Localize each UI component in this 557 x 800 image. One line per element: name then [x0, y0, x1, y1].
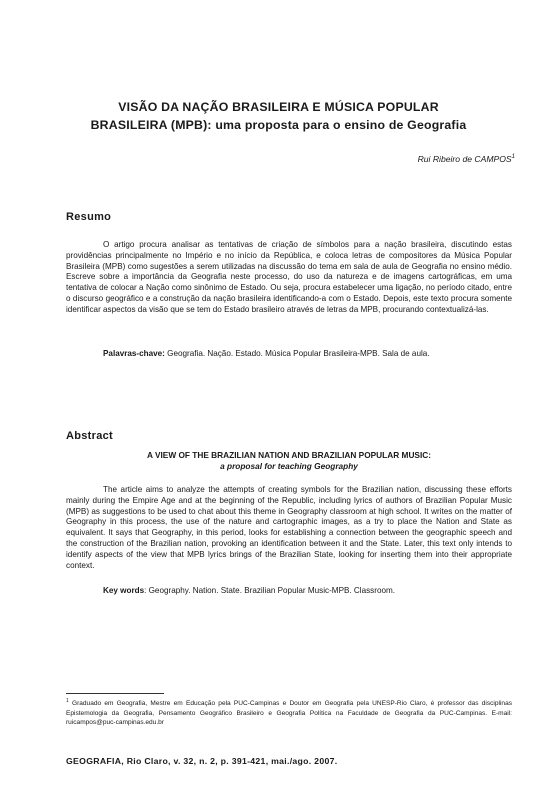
abstract-title-line2: a proposal for teaching Geography — [220, 461, 358, 471]
footnote-mark: 1 — [66, 698, 69, 704]
author-name — [418, 154, 515, 164]
abstract-keywords — [66, 586, 512, 597]
abstract-title-line1: A VIEW OF THE BRAZILIAN NATION AND BRAZILIAN POPULAR MUSIC: — [146, 450, 432, 460]
resumo-keywords-label: Palavras-chave: — [103, 349, 165, 358]
resumo-keywords-text: Geografia. Nação. Estado. Música Popular Brasileira-MPB. Sala de aula. — [167, 349, 430, 358]
resumo-keywords — [66, 349, 512, 360]
author-name-text: Rui Ribeiro de CAMPOS — [417, 154, 512, 164]
resumo-heading: Resumo — [66, 211, 112, 223]
journal-citation: GEOGRAFIA, Rio Claro, v. 32, n. 2, p. 391-421, mai./ago. 2007. — [66, 756, 338, 766]
footnote — [66, 697, 512, 728]
article-title — [40, 98, 517, 134]
abstract-keywords-text: : Geography. Nation. State. Brazilian Popular Music-MPB. Classroom. — [144, 586, 396, 595]
resumo-body: O artigo procura analisar as tentativas de criação de símbolos para a nação brasileira, discutindo estas providências principalmente no Império e no início da República, e coloca letras de compositores da Música Popular Brasileira (MPB) como sugestões a serem utilizadas na discussão do tema em sala de aula de Geografia no ensino médio. Escreve sobre a importância da Geografia neste processo, do uso da natureza e de imagens cartográficas, em uma tentativa de colocar a Nação como sinônimo de Estado. Ou seja, procura estabelecer uma ligação, no período citado, entre o discurso geográfico e a construção da nação brasileira identificando-a com o Estado. Depois, este texto procura somente identificar aspectos da visão que se tem do Estado brasileiro através de letras da MPB, procurando contextualizá-las. — [66, 240, 512, 314]
abstract-title — [66, 450, 512, 472]
footnote-rule — [66, 693, 164, 694]
author-note-mark: 1 — [511, 154, 515, 161]
article-title-line2: BRASILEIRA (MPB): uma proposta para o ensino de Geografia — [90, 118, 467, 132]
abstract-heading: Abstract — [66, 430, 114, 442]
abstract-body: The article aims to analyze the attempts of creating symbols for the Brazilian nation, discussing these efforts mainly during the Empire Age and at the beginning of the Republic, including lyrics of authors of Brazilian Popular Music (MPB) as suggestions to be used to chat about this theme in Geography classroom at high school. It writes on the matter of Geography in this process, the use of the nature and cartographic images, as a try to place the Nation and State as equivalent. It says that Geography, in this period, looks for establishing a connection between the geographic speech and the construction of the Brazilian nation, provoking an identification between it and the State. Later, this text only intends to identify aspects of the view that MPB lyrics brings of the Brazilian State, looking for inserting them into their appropriate context. — [66, 485, 512, 570]
article-title-line1: VISÃO DA NAÇÃO BRASILEIRA E MÚSICA POPULAR — [118, 100, 439, 114]
abstract-keywords-label: Key words — [103, 586, 145, 595]
footnote-text: Graduado em Geografia, Mestre em Educação pela PUC-Campinas e Doutor em Geografia pela UNESP-Rio Claro, é professor das disciplinas Epistemologia da Geografia, Pensamento Geográfico Brasileiro e Geografia Política na Faculdade de Geografia da PUC-Campinas. E-mail: ruicampos@puc-campinas.edu.br — [66, 700, 512, 727]
